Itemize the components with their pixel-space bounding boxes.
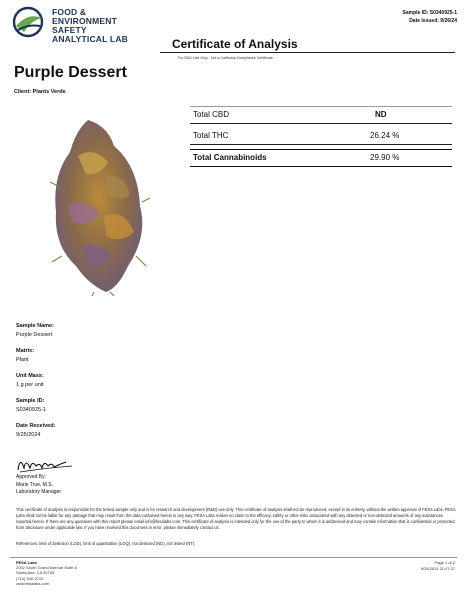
header-divider: [160, 52, 455, 53]
cannabis-bud-image: [48, 116, 152, 296]
footer-website[interactable]: www.fesalabs.com: [16, 580, 50, 586]
footer-address-line2: Santa Ana, CA 92705: [16, 570, 55, 576]
row-total-thc: [190, 128, 452, 145]
row-total-cbd: [190, 106, 452, 124]
footer-address-line1: 2002 South Grand Avenue Suite A: [16, 565, 77, 571]
row-total-cannabinoids: [190, 149, 452, 167]
header-sample-info: [403, 9, 457, 25]
signature-image: [16, 452, 76, 474]
unit-mass-label: Unit Mass:: [16, 373, 44, 379]
sample-id-value: S0340925-1: [16, 407, 46, 413]
value-total-cbd: ND: [375, 110, 387, 119]
sample-info-block: [16, 323, 156, 438]
approver-name: Marie True, M.S.: [16, 481, 53, 488]
header-date-issued: Date Issued: 9/26/24: [409, 18, 457, 24]
cannabinoid-summary-table: [190, 106, 452, 167]
sample-name-label: Sample Name:: [16, 323, 54, 329]
references-note: References: limit of detection (LOD), limit of quantitation (LOQ), not detected (ND), not tested (NT).: [16, 541, 196, 546]
client-name: Client: Plants Verde: [14, 89, 66, 95]
footer-lab-address: [16, 560, 77, 586]
header-sample-id: Sample ID: S0340925-1: [402, 10, 457, 16]
approval-block: [16, 474, 61, 497]
footer-page-info: [421, 560, 455, 572]
value-total-cannabinoids: 29.90 %: [370, 153, 400, 162]
legal-disclaimer: This certificate of analysis is responsible for the tested sample only and is for research and development (R&D) use only. This certificate of analysis shall not be reproduced, except in its entirety, without the written approval of FESA Labs. FESA Labs shall not be liable for any damage that may result from the data contained herein in any way. FESA Labs makes no claim to the efficacy, safety or other risks associated with any detected or non-detected amounts of any substances reported herein. If there are any questions with this report please email info@fesalabs.com. This certificate of analysis is intended only for the use of the party to whom it is addressed and may contain information that is confidential or protected from disclosure under applicable law. If you have received this document in error, please immediately contact us.: [16, 507, 456, 530]
value-total-thc: 26.24 %: [370, 131, 400, 140]
date-received-label: Date Received:: [16, 423, 56, 429]
label-total-cannabinoids: Total Cannabinoids: [193, 153, 267, 162]
footer-divider: [10, 557, 457, 558]
certificate-title: Certificate of Analysis: [172, 37, 298, 51]
footer-lab-name: FESA Labs: [16, 560, 37, 565]
lab-name-logo: FOOD & ENVIRONMENT SAFETY ANALYTICAL LAB: [52, 7, 128, 44]
matrix-value: Plant: [16, 357, 29, 363]
date-received-value: 9/25/2024: [16, 432, 41, 438]
rd-disclaimer: For R&D Use Only - Not a California Compliance Certificate: [178, 56, 273, 60]
approved-by-label: Approved By:: [16, 474, 47, 480]
product-name: Purple Dessert: [14, 64, 127, 81]
sample-id-label: Sample ID:: [16, 398, 45, 404]
page-number: Page 1 of 2: [434, 560, 455, 565]
fesa-logo-icon: [10, 6, 46, 38]
label-total-thc: Total THC: [193, 131, 229, 140]
unit-mass-value: 1 g per unit: [16, 382, 44, 388]
sample-name-value: Purple Dessert: [16, 332, 53, 338]
label-total-cbd: Total CBD: [193, 110, 230, 119]
approver-title: Laboratory Manager: [16, 489, 62, 495]
matrix-label: Matrix:: [16, 348, 35, 354]
footer-phone: (714) 540-0722: [16, 575, 44, 581]
report-timestamp: 9/26/2024 11:47:37: [420, 566, 455, 571]
